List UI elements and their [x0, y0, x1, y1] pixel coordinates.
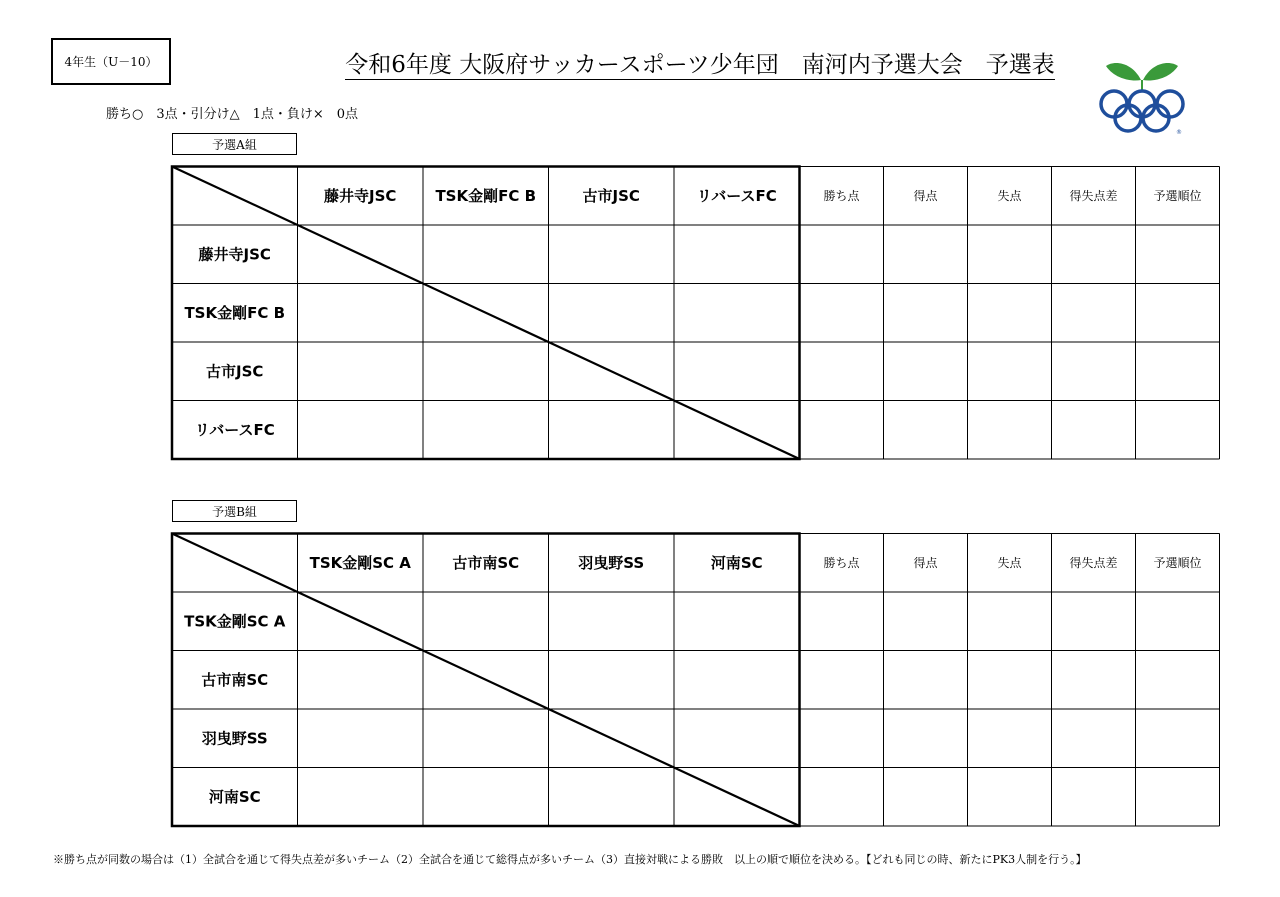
stat-header: 失点	[997, 555, 1022, 570]
row-team-name: 羽曳野SS	[201, 729, 268, 748]
header-team-name: 藤井寺JSC	[324, 186, 397, 205]
stat-header: 失点	[997, 188, 1022, 203]
header-team-name: 羽曳野SS	[578, 553, 645, 572]
header-team-name: 古市南SC	[452, 553, 520, 572]
group-b-label: 予選B組	[172, 500, 297, 522]
row-team-name: 藤井寺JSC	[198, 245, 271, 264]
row-team-name: 河南SC	[208, 787, 261, 806]
header-team-name: TSK金剛FC B	[435, 186, 537, 205]
row-team-name: TSK金剛SC A	[184, 612, 286, 631]
group-a-label: 予選A組	[172, 133, 297, 155]
svg-text:®: ®	[1176, 129, 1182, 136]
header-team-name: 古市JSC	[582, 186, 640, 205]
stat-header: 得点	[913, 555, 938, 570]
stat-header: 得点	[913, 188, 938, 203]
footnote: ※勝ち点が同数の場合は（1）全試合を通じて得失点差が多いチーム（2）全試合を通じて総得点が多いチーム（3）直接対戦による勝敗 以上の順で順位を決める。【どれも同じの時、新たにPK3人制を行う。】	[53, 853, 1087, 866]
page-title-text: 令和6年度 大阪府サッカースポーツ少年団 南河内予選大会 予選表	[345, 52, 1055, 78]
row-team-name: 古市南SC	[201, 670, 269, 689]
stat-header: 予選順位	[1153, 188, 1202, 203]
stat-header: 得失点差	[1069, 555, 1118, 570]
grade-label: 4年生（U－10）	[64, 55, 158, 69]
header-team-name: リバースFC	[696, 186, 777, 205]
stat-header: 予選順位	[1153, 555, 1202, 570]
stat-header: 勝ち点	[823, 188, 860, 203]
row-team-name: 古市JSC	[206, 362, 264, 381]
stat-header: 得失点差	[1069, 188, 1118, 203]
points-rule: 勝ち○ 3点・引分け△ 1点・負け× 0点	[106, 107, 359, 122]
row-team-name: リバースFC	[194, 420, 275, 439]
header-team-name: 河南SC	[710, 553, 763, 572]
stat-header: 勝ち点	[823, 555, 860, 570]
row-team-name: TSK金剛FC B	[184, 303, 286, 322]
header-team-name: TSK金剛SC A	[309, 553, 411, 572]
